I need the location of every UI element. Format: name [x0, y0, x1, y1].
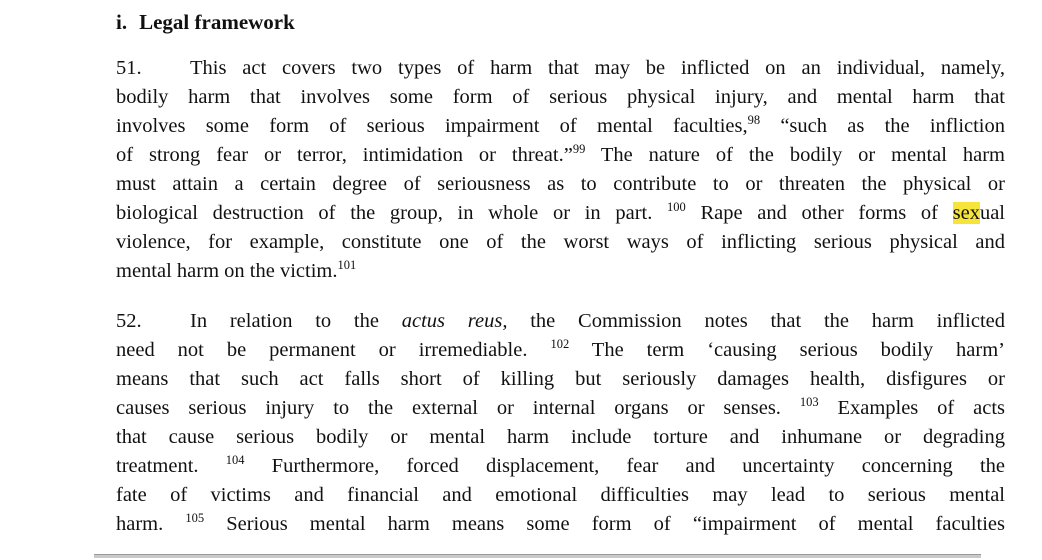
footnote-ref[interactable]: 98 [747, 113, 761, 127]
line-text: harm. [116, 513, 164, 535]
line-text: ual [979, 202, 1005, 224]
line-text: must attain a certain degree of seriousness as to contribute to or threaten the physical or [116, 173, 1005, 195]
line-text: Examples of acts [818, 397, 1005, 419]
line-text: Serious mental harm means some form of “impairment of mental faculties [204, 513, 1005, 535]
line-text: The term ‘causing serious bodily harm’ [569, 339, 1006, 361]
line-text: that cause serious bodily or mental harm include torture and inhumane or degrading [116, 426, 1005, 448]
paragraph-line [116, 510, 1005, 539]
footnote-ref[interactable]: 104 [225, 453, 245, 467]
footnote-ref[interactable]: 99 [572, 142, 586, 156]
line-text: bodily harm that involves some form of serious physical injury, and mental harm that [116, 86, 1005, 108]
line-text: the Commission notes that the harm inflicted [507, 310, 1005, 332]
page-divider [94, 554, 981, 558]
line-text: biological destruction of the group, in whole or in part. [116, 202, 653, 224]
footnote-ref[interactable]: 101 [337, 258, 357, 272]
paragraph-line [116, 141, 1005, 170]
paragraph-line [116, 199, 1005, 228]
paragraph-line [116, 112, 1005, 141]
line-text: “such as the infliction [760, 115, 1006, 137]
paragraph-line [116, 423, 1005, 452]
paragraph-line [116, 228, 1005, 257]
section-heading [116, 8, 295, 36]
line-text: causes serious injury to the external or internal organs or senses. [116, 397, 781, 419]
line-text: The nature of the bodily or mental harm [585, 144, 1005, 166]
line-text: Furthermore, forced displacement, fear and uncertainty concerning the [244, 455, 1006, 477]
footnote-ref[interactable]: 100 [667, 200, 686, 214]
paragraph-number: 52. [116, 310, 142, 332]
italic-term: actus reus, [401, 310, 508, 332]
paragraph-line [116, 452, 1005, 481]
paragraph-51 [116, 54, 1005, 286]
search-highlight: sex [952, 202, 980, 224]
line-text: mental harm on the victim. [116, 260, 338, 282]
paragraph-line [116, 170, 1005, 199]
line-text: fate of victims and financial and emotional difficulties may lead to serious mental [116, 484, 1005, 506]
line-text: violence, for example, constitute one of the worst ways of inflicting serious physical and [116, 231, 1005, 253]
line-text: involves some form of serious impairment of mental faculties, [116, 115, 748, 137]
line-text: This act covers two types of harm that may be inflicted on an individual, namely, [190, 57, 1005, 79]
line-text: treatment. [116, 455, 199, 477]
paragraph-line [116, 394, 1005, 423]
paragraph-line [116, 481, 1005, 510]
footnote-ref[interactable]: 102 [550, 337, 570, 351]
paragraph-line [116, 336, 1005, 365]
line-text: of strong fear or terror, intimidation or threat.” [116, 144, 573, 166]
section-title: Legal framework [139, 10, 295, 34]
footnote-ref[interactable]: 103 [799, 395, 819, 409]
section-number: i. [116, 10, 128, 34]
paragraph-line [116, 365, 1005, 394]
footnote-ref[interactable]: 105 [185, 511, 205, 525]
line-text: means that such act falls short of killing but seriously damages health, disfigures or [116, 368, 1005, 390]
line-text: In relation to the [190, 310, 402, 332]
line-text: Rape and other forms of [685, 202, 953, 224]
paragraph-line [116, 83, 1005, 112]
paragraph-52 [116, 307, 1005, 539]
paragraph-line [116, 307, 1005, 336]
line-text: need not be permanent or irremediable. [116, 339, 528, 361]
paragraph-line [116, 54, 1005, 83]
paragraph-number: 51. [116, 57, 142, 79]
paragraph-line [116, 257, 1005, 286]
